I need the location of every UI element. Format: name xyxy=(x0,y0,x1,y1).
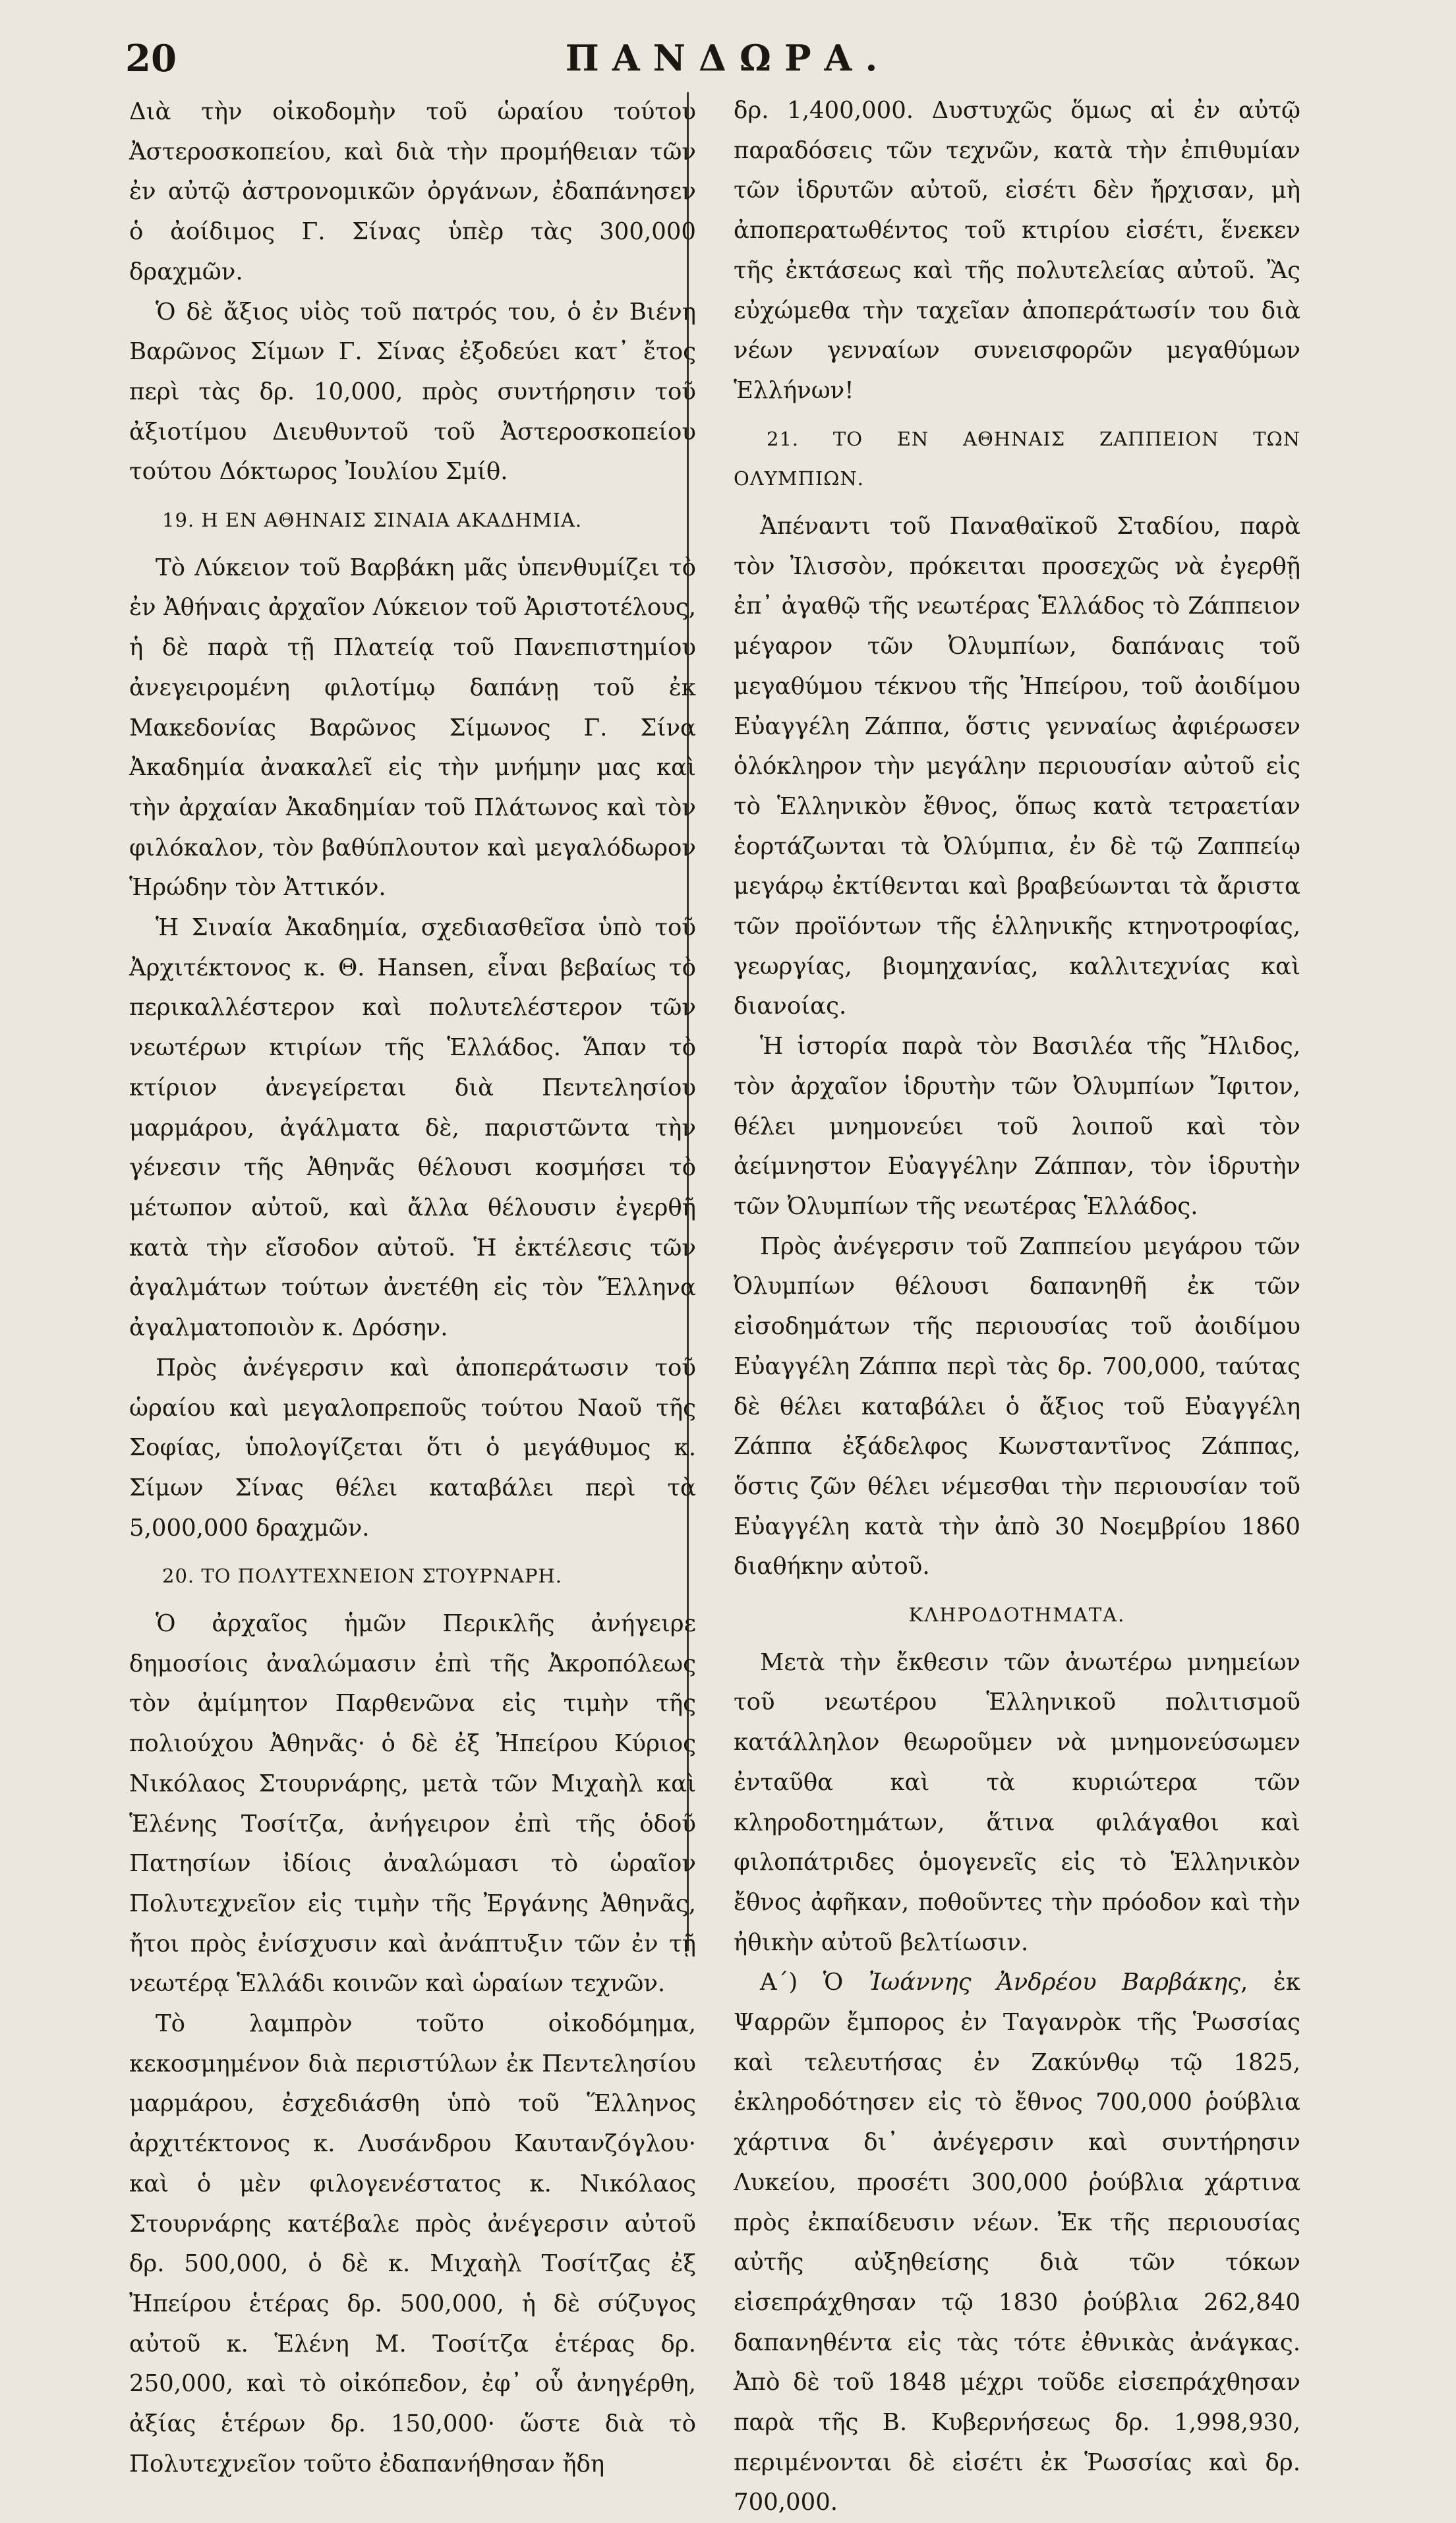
journal-title: ΠΑΝΔΩΡΑ. xyxy=(565,37,891,79)
left-column xyxy=(129,92,696,2484)
paragraph-text: , ἐκ Ψαρρῶν ἔμπορος ἐν Ταγανρὸκ τῆς Ῥωσσίας καὶ τελευτήσας ἐν Ζακύνθῳ τῷ 1825, ἐκληροδότησεν εἰς τὸ ἔθνος 700,000 ῥούβλια χάρτινα δι᾽ ἀνέγερσιν καὶ συντήρησιν Λυκείου, προσέτι 300,000 ῥούβλια χάρτινα πρὸς ἐκπαίδευσιν νέων. Ἐκ τῆς περιουσίας αὐτῆς αὐξηθείσης διὰ τῶν τόκων εἰσεπράχθησαν τῷ 1830 ῥούβλια 262,840 δαπανηθέντα εἰς τὰς τότε ἐθνικὰς ἀνάγκας. Ἀπὸ δὲ τοῦ 1848 μέχρι τοῦδε εἰσεπράχθησαν παρὰ τῆς Β. Κυβερνήσεως δρ. 1,998,930, περιμένονται δὲ εἰσέτι ἐκ Ῥωσσίας καὶ δρ. 700,000. xyxy=(734,1969,1300,2516)
paragraph: Τὸ λαμπρὸν τοῦτο οἰκοδόμημα, κεκοσμημένον διὰ περιστύλων ἐκ Πεντελησίου μαρμάρου, ἐσχεδιάσθη ὑπὸ τοῦ Ἕλληνος ἀρχιτέκτονος κ. Λυσάνδρου Καυτανζόγλου· καὶ ὁ μὲν φιλογενέστατος κ. Νικόλαος Στουρνάρης κατέβαλε πρὸς ἀνέγερσιν αὐτοῦ δρ. 500,000, ὁ δὲ κ. Μιχαὴλ Τοσίτζας ἐξ Ἠπείρου ἑτέρας δρ. 500,000, ἡ δὲ σύζυγος αὐτοῦ κ. Ἑλένη Μ. Τοσίτζα ἑτέρας δρ. 250,000, καὶ τὸ οἰκόπεδον, ἐφ᾽ οὗ ἀνηγέρθη, ἀξίας ἑτέρων δρ. 150,000· ὥστε διὰ τὸ Πολυτεχνεῖον τοῦτο ἐδαπανήθησαν ἤδη xyxy=(129,2010,696,2478)
section-heading-bequests: ΚΛΗΡΟΔΟΤΗΜΑΤΑ. xyxy=(908,1604,1126,1627)
person-name: Ἰωάννης Ἀνδρέου Βαρβάκης xyxy=(868,1969,1240,1996)
section-heading-21: 21. ΤΟ ΕΝ ΑΘΗΝΑΙΣ ΖΑΠΠΕΙΟΝ ΤΩΝ ΟΛΥΜΠΙΩΝ. xyxy=(734,427,1300,490)
paragraph: Ἀπέναντι τοῦ Παναθαϊκοῦ Σταδίου, παρὰ τὸν Ἰλισσὸν, πρόκειται προσεχῶς νὰ ἐγερθῇ ἐπ᾽ ἀγαθῷ τῆς νεωτέρας Ἑλλάδος τὸ Ζάππειον μέγαρον τῶν Ὀλυμπίων, δαπάναις τοῦ μεγαθύμου τέκνου τῆς Ἠπείρου, τοῦ ἀοιδίμου Εὐαγγέλη Ζάππα, ὅστις γενναίως ἀφιέρωσεν ὁλόκληρον τὴν μεγάλην περιουσίαν αὐτοῦ εἰς τὸ Ἑλληνικὸν ἔθνος, ὅπως κατὰ τετραετίαν ἑορτάζωνται τὰ Ὀλύμπια, ἐν δὲ τῷ Ζαππείῳ μεγάρῳ ἐκτίθενται καὶ βραβεύωνται τὰ ἄριστα τῶν προϊόντων τῆς ἑλληνικῆς κτηνοτροφίας, γεωργίας, βιομηχανίας, καλλιτεχνίας καὶ διανοίας. xyxy=(734,513,1300,1020)
paragraph: δρ. 1,400,000. Δυστυχῶς ὅμως αἱ ἐν αὐτῷ παραδόσεις τῶν τεχνῶν, κατὰ τὴν ἐπιθυμίαν τῶν ἱδρυτῶν αὐτοῦ, εἰσέτι δὲν ἤρχισαν, μὴ ἀποπερατωθέντος τοῦ κτιρίου εἰσέτι, ἕνεκεν τῆς ἐκτάσεως καὶ τῆς πολυτελείας αὐτοῦ. Ἂς εὐχώμεθα τὴν ταχεῖαν ἀποπεράτωσίν του διὰ νέων γενναίων συνεισφορῶν μεγαθύμων Ἑλλήνων! xyxy=(734,97,1300,404)
paragraph: Ὁ δὲ ἄξιος υἱὸς τοῦ πατρός του, ὁ ἐν Βιένη Βαρῶνος Σίμων Γ. Σίνας ἐξοδεύει κατ᾽ ἔτος περὶ τὰς δρ. 10,000, πρὸς συντήρησιν τοῦ ἀξιοτίμου Διευθυντοῦ τοῦ Ἀστεροσκοπείου τούτου Δόκτωρος Ἰουλίου Σμίθ. xyxy=(129,298,696,486)
paragraph: Πρὸς ἀνέγερσιν τοῦ Ζαππείου μεγάρου τῶν Ὀλυμπίων θέλουσι δαπανηθῆ ἐκ τῶν εἰσοδημάτων τῆς περιουσίας τοῦ ἀοιδίμου Εὐαγγέλη Ζάππα περὶ τὰς δρ. 700,000, ταύτας δὲ θέλει καταβάλει ὁ ἄξιος τοῦ Εὐαγγέλη Ζάππα ἐξάδελφος Κωνσταντῖνος Ζάππας, ὅστις ζῶν θέλει νέμεσθαι τὴν περιουσίαν τοῦ Εὐαγγέλη κατὰ τὴν ἀπὸ 30 Νοεμβρίου 1860 διαθήκην αὐτοῦ. xyxy=(734,1232,1300,1580)
page-number: 20 xyxy=(125,37,177,80)
item-marker: Α΄) Ὁ xyxy=(760,1969,869,1996)
paragraph: Τὸ Λύκειον τοῦ Βαρβάκη μᾶς ὑπενθυμίζει τὸ ἐν Ἀθήναις ἀρχαῖον Λύκειον τοῦ Ἀριστοτέλους, ἡ δὲ παρὰ τῇ Πλατείᾳ τοῦ Πανεπιστημίου ἀνεγειρομένη φιλοτίμῳ δαπάνῃ τοῦ ἐκ Μακεδονίας Βαρῶνος Σίμωνος Γ. Σίνα Ἀκαδημία ἀνακαλεῖ εἰς τὴν μνήμην μας καὶ τὴν ἀρχαίαν Ἀκαδημίαν τοῦ Πλάτωνος καὶ τὸν φιλόκαλον, τὸν βαθύπλουτον καὶ μεγαλόδωρον Ἡρώδην τὸν Ἀττικόν. xyxy=(129,554,696,902)
paragraph: Ὁ ἀρχαῖος ἡμῶν Περικλῆς ἀνήγειρε δημοσίοις ἀναλώμασιν ἐπὶ τῆς Ἀκροπόλεως τὸν ἀμίμητον Παρθενῶνα εἰς τιμὴν τῆς πολιούχου Ἀθηνᾶς· ὁ δὲ ἐξ Ἠπείρου Κύριος Νικόλαος Στουρνάρης, μετὰ τῶν Μιχαὴλ καὶ Ἑλένης Τοσίτζα, ἀνήγειρον ἐπὶ τῆς ὁδοῦ Πατησίων ἰδίοις ἀναλώμασι τὸ ὡραῖον Πολυτεχνεῖον εἰς τιμὴν τῆς Ἐργάνης Ἀθηνᾶς, ἤτοι πρὸς ἐνίσχυσιν καὶ ἀνάπτυξιν τῶν ἐν τῇ νεωτέρᾳ Ἑλλάδι κοινῶν καὶ ὡραίων τεχνῶν. xyxy=(129,1610,696,1998)
paragraph-barbakis xyxy=(734,1963,1300,2523)
paragraph: Ἡ ἱστορία παρὰ τὸν Βασιλέα τῆς Ἤλιδος, τὸν ἀρχαῖον ἱδρυτὴν τῶν Ὀλυμπίων Ἴφιτον, θέλει μνημονεύει τοῦ λοιποῦ καὶ τὸν ἀείμνηστον Εὐαγγέλην Ζάππαν, τὸν ἱδρυτὴν τῶν Ὀλυμπίων τῆς νεωτέρας Ἑλλάδος. xyxy=(734,1033,1300,1220)
paragraph: Ἡ Σιναία Ἀκαδημία, σχεδιασθεῖσα ὑπὸ τοῦ Ἀρχιτέκτονος κ. Θ. Hansen, εἶναι βεβαίως τὸ περικαλλέστερον καὶ πολυτελέστερον τῶν νεωτέρων κτιρίων τῆς Ἑλλάδος. Ἅπαν τὸ κτίριον ἀνεγείρεται διὰ Πεντελησίου μαρμάρου, ἀγάλματα δὲ, παριστῶντα τὴν γένεσιν τῆς Ἀθηνᾶς θέλουσι κοσμήσει τὸ μέτωπον αὐτοῦ, καὶ ἄλλα θέλουσιν ἐγερθῆ κατὰ τὴν εἴσοδον αὐτοῦ. Ἡ ἐκτέλεσις τῶν ἀγαλμάτων τούτων ἀνετέθη εἰς τὸν Ἕλληνα ἀγαλματοποιὸν κ. Δρόσην. xyxy=(129,914,696,1342)
right-column xyxy=(734,91,1300,2523)
paragraph: Πρὸς ἀνέγερσιν καὶ ἀποπεράτωσιν τοῦ ὡραίου καὶ μεγαλοπρεποῦς τούτου Ναοῦ τῆς Σοφίας, ὑπολογίζεται ὅτι ὁ μεγάθυμος κ. Σίμων Σίνας θέλει καταβάλει περὶ τὰ 5,000,000 δραχμῶν. xyxy=(129,1354,696,1542)
page-header xyxy=(0,37,1456,90)
paragraph: Διὰ τὴν οἰκοδομὴν τοῦ ὡραίου τούτου Ἀστεροσκοπείου, καὶ διὰ τὴν προμήθειαν τῶν ἐν αὐτῷ ἀστρονομικῶν ὀργάνων, ἐδαπάνησεν ὁ ἀοίδιμος Γ. Σίνας ὑπὲρ τὰς 300,000 δραχμῶν. xyxy=(129,98,696,285)
paragraph: Μετὰ τὴν ἔκθεσιν τῶν ἀνωτέρω μνημείων τοῦ νεωτέρου Ἑλληνικοῦ πολιτισμοῦ κατάλληλον θεωροῦμεν νὰ μνημονεύσωμεν ἐνταῦθα καὶ τὰ κυριώτερα τῶν κληροδοτημάτων, ἅτινα φιλάγαθοι καὶ φιλοπάτριδες ὁμογενεῖς εἰς τὸ Ἑλληνικὸν ἔθνος ἀφῆκαν, ποθοῦντες τὴν πρόοδον καὶ τὴν ἠθικὴν αὐτοῦ βελτίωσιν. xyxy=(734,1648,1300,1956)
section-heading-20: 20. ΤΟ ΠΟΛΥΤΕΧΝΕΙΟΝ ΣΤΟΥΡΝΑΡΗ. xyxy=(162,1565,562,1588)
section-heading-19: 19. Η ΕΝ ΑΘΗΝΑΙΣ ΣΙΝΑΙΑ ΑΚΑΔΗΜΙΑ. xyxy=(162,509,583,532)
